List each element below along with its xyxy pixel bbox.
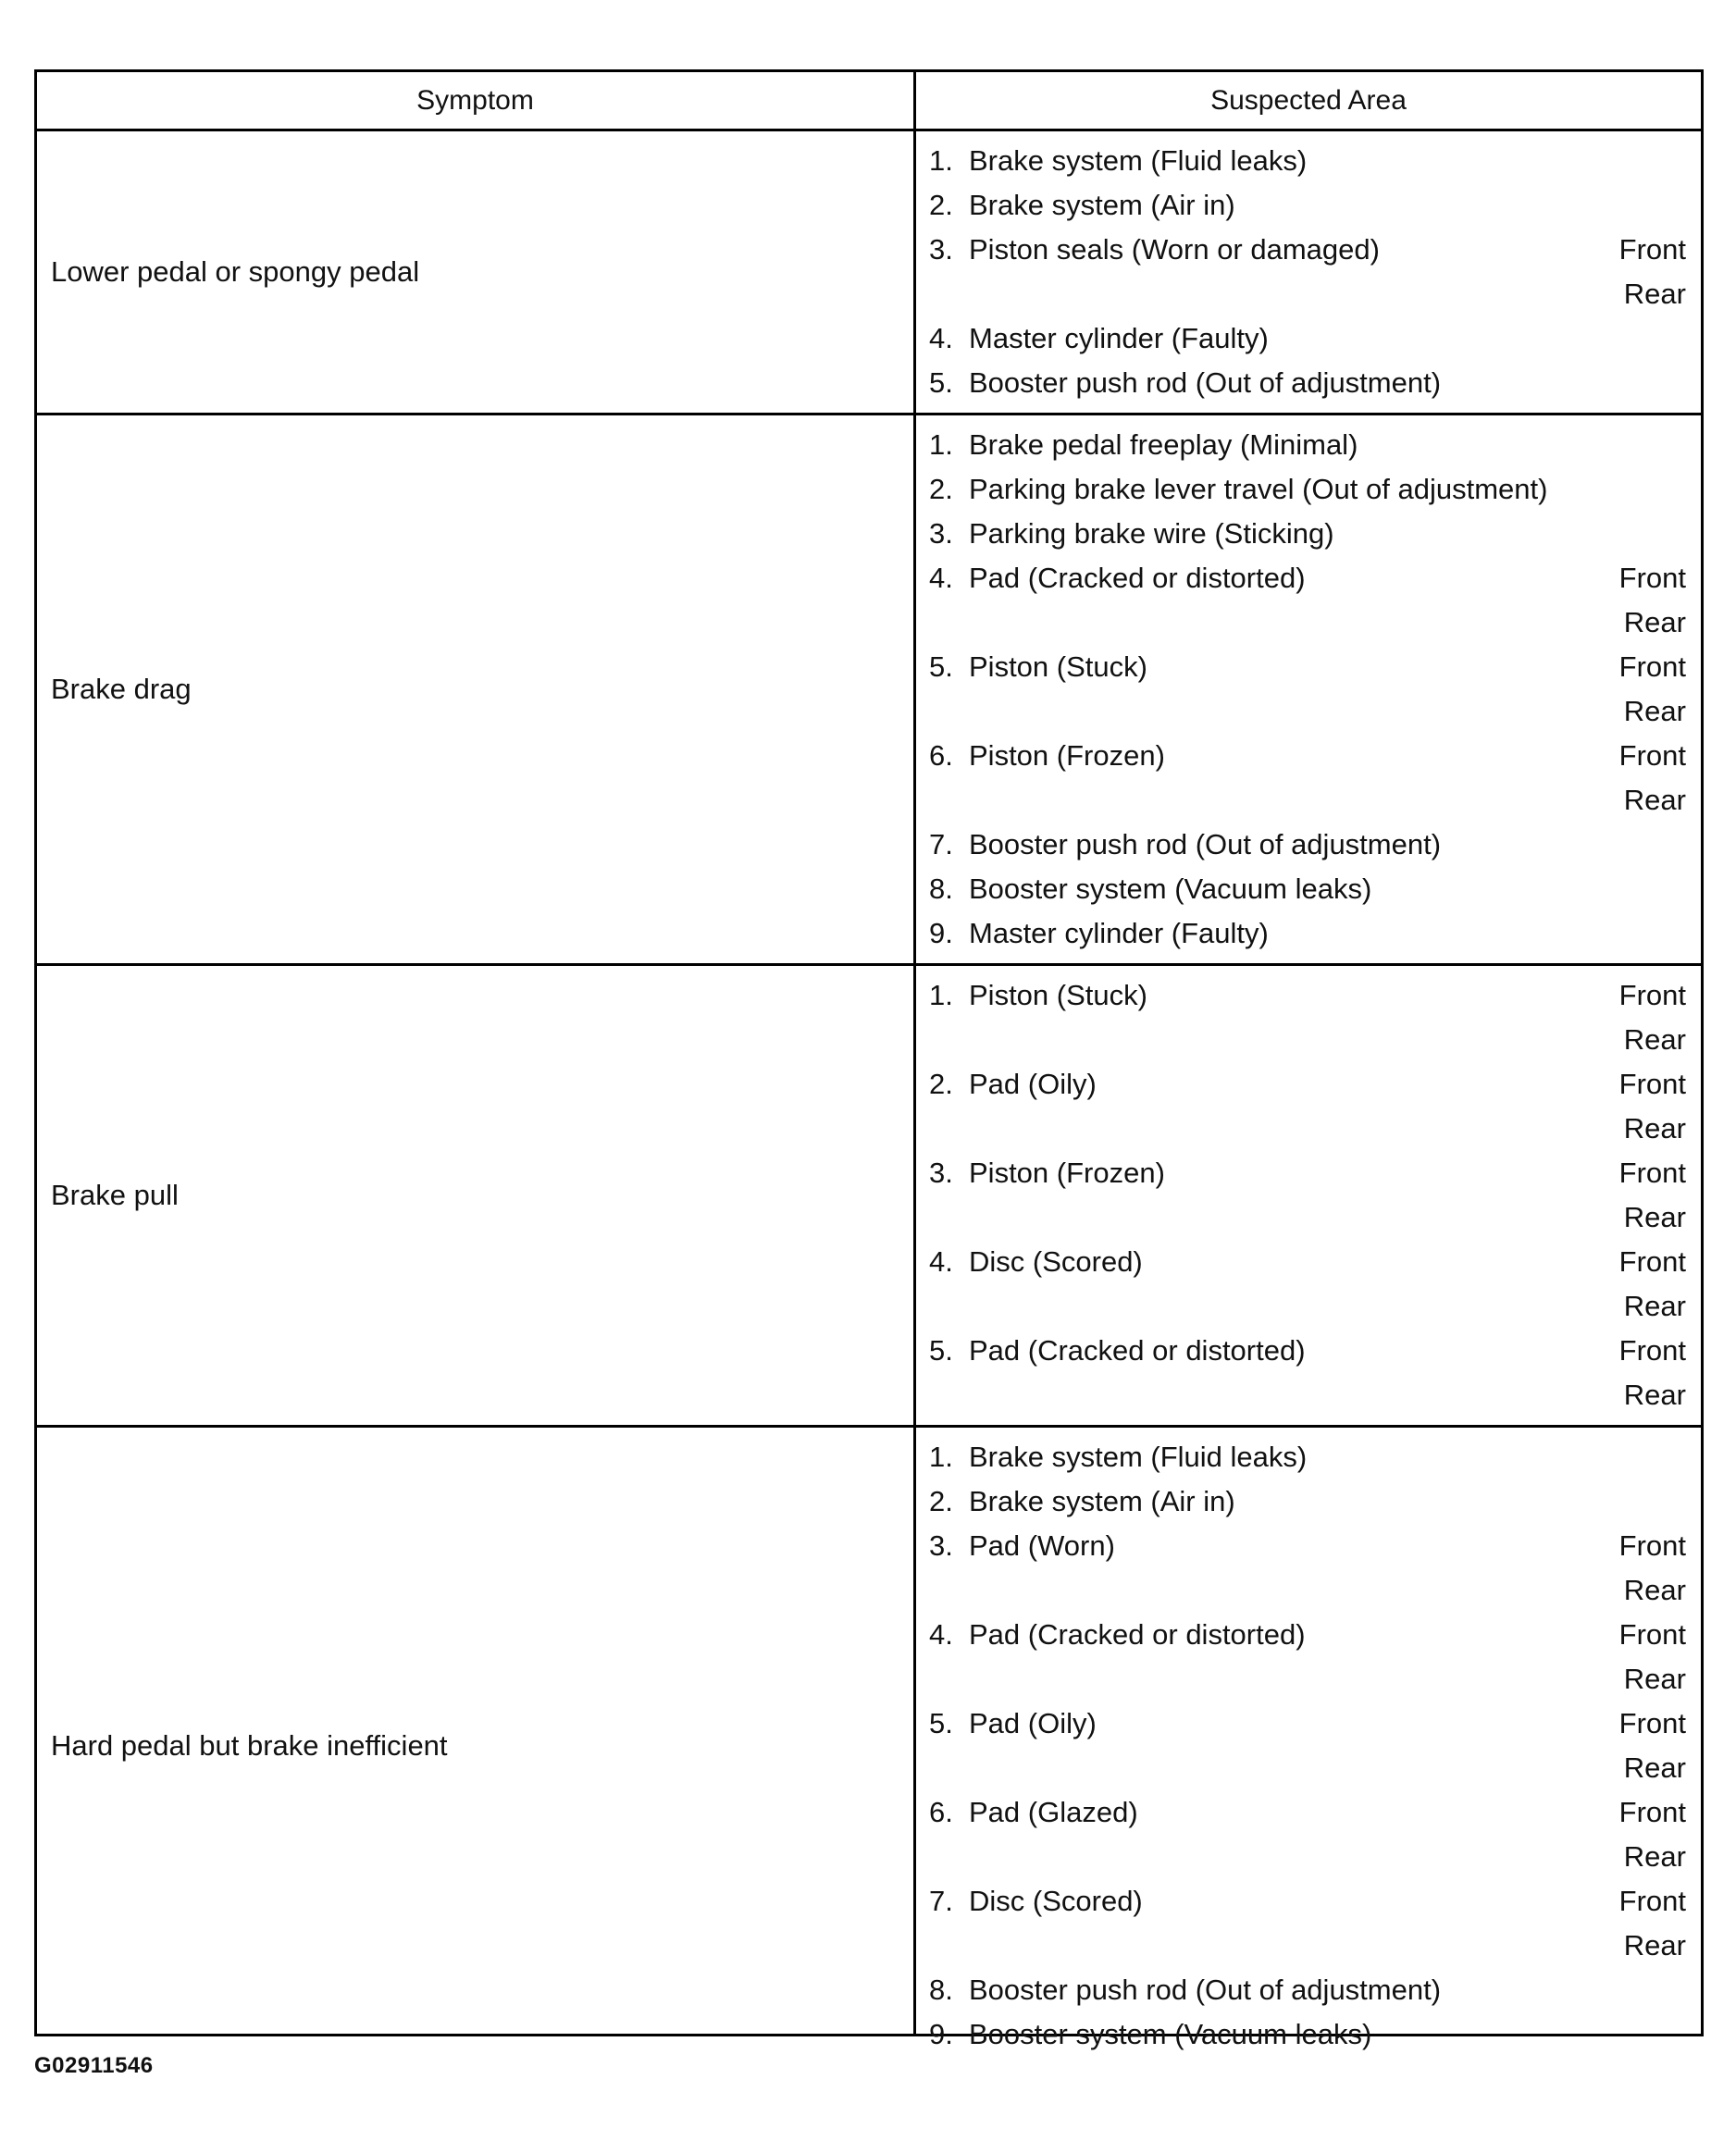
suspected-area-line: [916, 139, 1701, 183]
suspected-area-text: Piston (Frozen): [969, 739, 1165, 772]
position-label: Front: [1618, 650, 1686, 683]
suspected-area-text: Master cylinder (Faulty): [969, 917, 1269, 949]
item-number: 6.: [929, 1796, 953, 1828]
suspected-area-text: Pad (Oily): [969, 1068, 1097, 1100]
symptom-cell: Hard pedal but brake inefficient: [51, 1729, 448, 1762]
position-label: Rear: [1623, 695, 1686, 727]
suspected-area-line: [916, 316, 1701, 361]
position-label: Rear: [1623, 1574, 1686, 1606]
suspected-area-line: [916, 1195, 1701, 1240]
position-label: Front: [1618, 562, 1686, 594]
suspected-area-line: [916, 1657, 1701, 1702]
suspected-area-text: Piston (Frozen): [969, 1157, 1165, 1189]
item-number: 3.: [929, 1529, 953, 1562]
suspected-area-line: [916, 183, 1701, 228]
position-label: Front: [1618, 739, 1686, 772]
header-symptom: Symptom: [416, 84, 534, 116]
position-label: Rear: [1623, 606, 1686, 638]
item-number: 4.: [929, 322, 953, 354]
position-label: Rear: [1623, 1290, 1686, 1322]
suspected-area-line: [916, 228, 1701, 272]
position-label: Rear: [1623, 1023, 1686, 1056]
suspected-area-text: Master cylinder (Faulty): [969, 322, 1269, 354]
suspected-area-line: [916, 645, 1701, 689]
suspected-area-line: [916, 1924, 1701, 1968]
suspected-area-text: Pad (Cracked or distorted): [969, 562, 1306, 594]
suspected-area-line: [916, 1329, 1701, 1373]
item-number: 5.: [929, 650, 953, 683]
suspected-area-line: [916, 1479, 1701, 1524]
suspected-area-text: Booster push rod (Out of adjustment): [969, 828, 1442, 860]
item-number: 1.: [929, 1441, 953, 1473]
suspected-area-text: Piston (Stuck): [969, 650, 1147, 683]
suspected-area-text: Pad (Oily): [969, 1707, 1097, 1739]
item-number: 1.: [929, 144, 953, 177]
suspected-area-line: [916, 1968, 1701, 2012]
suspected-area-line: [916, 1284, 1701, 1329]
item-number: 9.: [929, 2018, 953, 2050]
suspected-area-line: [916, 1613, 1701, 1657]
suspected-area-line: [916, 689, 1701, 734]
item-number: 4.: [929, 562, 953, 594]
header-divider: [37, 129, 1701, 131]
suspected-area-line: [916, 1524, 1701, 1568]
position-label: Rear: [1623, 278, 1686, 310]
suspected-area-text: Parking brake lever travel (Out of adjustment): [969, 473, 1548, 505]
suspected-area-text: Brake system (Air in): [969, 189, 1235, 221]
position-label: Front: [1618, 979, 1686, 1011]
item-number: 4.: [929, 1245, 953, 1278]
figure-id: G02911546: [34, 2053, 154, 2078]
suspected-area-line: [916, 823, 1701, 867]
item-number: 8.: [929, 872, 953, 905]
suspected-area-line: [916, 361, 1701, 405]
suspected-area-text: Disc (Scored): [969, 1245, 1143, 1278]
suspected-area-text: Booster push rod (Out of adjustment): [969, 1974, 1442, 2006]
suspected-area-line: [916, 2012, 1701, 2057]
item-number: 4.: [929, 1618, 953, 1651]
position-label: Rear: [1623, 1929, 1686, 1962]
position-label: Rear: [1623, 1112, 1686, 1145]
suspected-area-line: [916, 1107, 1701, 1151]
item-number: 5.: [929, 366, 953, 399]
position-label: Front: [1618, 1245, 1686, 1278]
row-divider: [37, 413, 1701, 415]
position-label: Front: [1618, 1796, 1686, 1828]
suspected-area-line: [916, 556, 1701, 600]
item-number: 9.: [929, 917, 953, 949]
item-number: 1.: [929, 979, 953, 1011]
suspected-area-text: Parking brake wire (Sticking): [969, 517, 1334, 550]
suspected-area-line: [916, 1373, 1701, 1417]
suspected-area-line: [916, 512, 1701, 556]
position-label: Front: [1618, 1885, 1686, 1917]
item-number: 3.: [929, 1157, 953, 1189]
suspected-area-line: [916, 423, 1701, 467]
suspected-area-text: Pad (Cracked or distorted): [969, 1618, 1306, 1651]
position-label: Front: [1618, 1068, 1686, 1100]
item-number: 8.: [929, 1974, 953, 2006]
position-label: Rear: [1623, 1840, 1686, 1873]
item-number: 3.: [929, 233, 953, 266]
suspected-area-line: [916, 1062, 1701, 1107]
symptom-cell: Lower pedal or spongy pedal: [51, 255, 420, 288]
suspected-area-text: Pad (Worn): [969, 1529, 1115, 1562]
suspected-area-line: [916, 1568, 1701, 1613]
item-number: 7.: [929, 1885, 953, 1917]
suspected-area-line: [916, 600, 1701, 645]
item-number: 1.: [929, 428, 953, 461]
item-number: 2.: [929, 1485, 953, 1517]
position-label: Rear: [1623, 1379, 1686, 1411]
item-number: 5.: [929, 1707, 953, 1739]
symptom-cell: Brake pull: [51, 1179, 179, 1211]
suspected-area-text: Pad (Cracked or distorted): [969, 1334, 1306, 1367]
position-label: Front: [1618, 1157, 1686, 1189]
position-label: Rear: [1623, 1751, 1686, 1784]
position-label: Front: [1618, 233, 1686, 266]
suspected-area-line: [916, 1879, 1701, 1924]
suspected-area-text: Brake system (Air in): [969, 1485, 1235, 1517]
suspected-area-text: Brake system (Fluid leaks): [969, 144, 1308, 177]
position-label: Front: [1618, 1707, 1686, 1739]
symptom-cell: Brake drag: [51, 673, 192, 705]
row-divider: [37, 1425, 1701, 1428]
suspected-area-line: [916, 1702, 1701, 1746]
item-number: 5.: [929, 1334, 953, 1367]
suspected-area-line: [916, 1435, 1701, 1479]
item-number: 2.: [929, 1068, 953, 1100]
suspected-area-line: [916, 778, 1701, 823]
suspected-area-line: [916, 911, 1701, 956]
suspected-area-line: [916, 1835, 1701, 1879]
suspected-area-line: [916, 734, 1701, 778]
suspected-area-line: [916, 272, 1701, 316]
position-label: Front: [1618, 1334, 1686, 1367]
suspected-area-text: Booster push rod (Out of adjustment): [969, 366, 1442, 399]
row-divider: [37, 963, 1701, 966]
item-number: 2.: [929, 473, 953, 505]
suspected-area-text: Brake pedal freeplay (Minimal): [969, 428, 1358, 461]
suspected-area-text: Booster system (Vacuum leaks): [969, 2018, 1372, 2050]
item-number: 7.: [929, 828, 953, 860]
item-number: 6.: [929, 739, 953, 772]
header-suspected-area: Suspected Area: [1210, 84, 1407, 116]
suspected-area-line: [916, 1018, 1701, 1062]
suspected-area-line: [916, 973, 1701, 1018]
suspected-area-line: [916, 1151, 1701, 1195]
position-label: Front: [1618, 1529, 1686, 1562]
item-number: 3.: [929, 517, 953, 550]
suspected-area-line: [916, 1746, 1701, 1790]
position-label: Front: [1618, 1618, 1686, 1651]
suspected-area-text: Disc (Scored): [969, 1885, 1143, 1917]
suspected-area-text: Piston (Stuck): [969, 979, 1147, 1011]
position-label: Rear: [1623, 1663, 1686, 1695]
position-label: Rear: [1623, 1201, 1686, 1233]
suspected-area-text: Brake system (Fluid leaks): [969, 1441, 1308, 1473]
position-label: Rear: [1623, 784, 1686, 816]
suspected-area-line: [916, 867, 1701, 911]
suspected-area-text: Pad (Glazed): [969, 1796, 1138, 1828]
suspected-area-line: [916, 467, 1701, 512]
suspected-area-text: Piston seals (Worn or damaged): [969, 233, 1380, 266]
suspected-area-line: [916, 1240, 1701, 1284]
symptom-table: [34, 69, 1704, 2050]
item-number: 2.: [929, 189, 953, 221]
suspected-area-text: Booster system (Vacuum leaks): [969, 872, 1372, 905]
suspected-area-line: [916, 1790, 1701, 1835]
